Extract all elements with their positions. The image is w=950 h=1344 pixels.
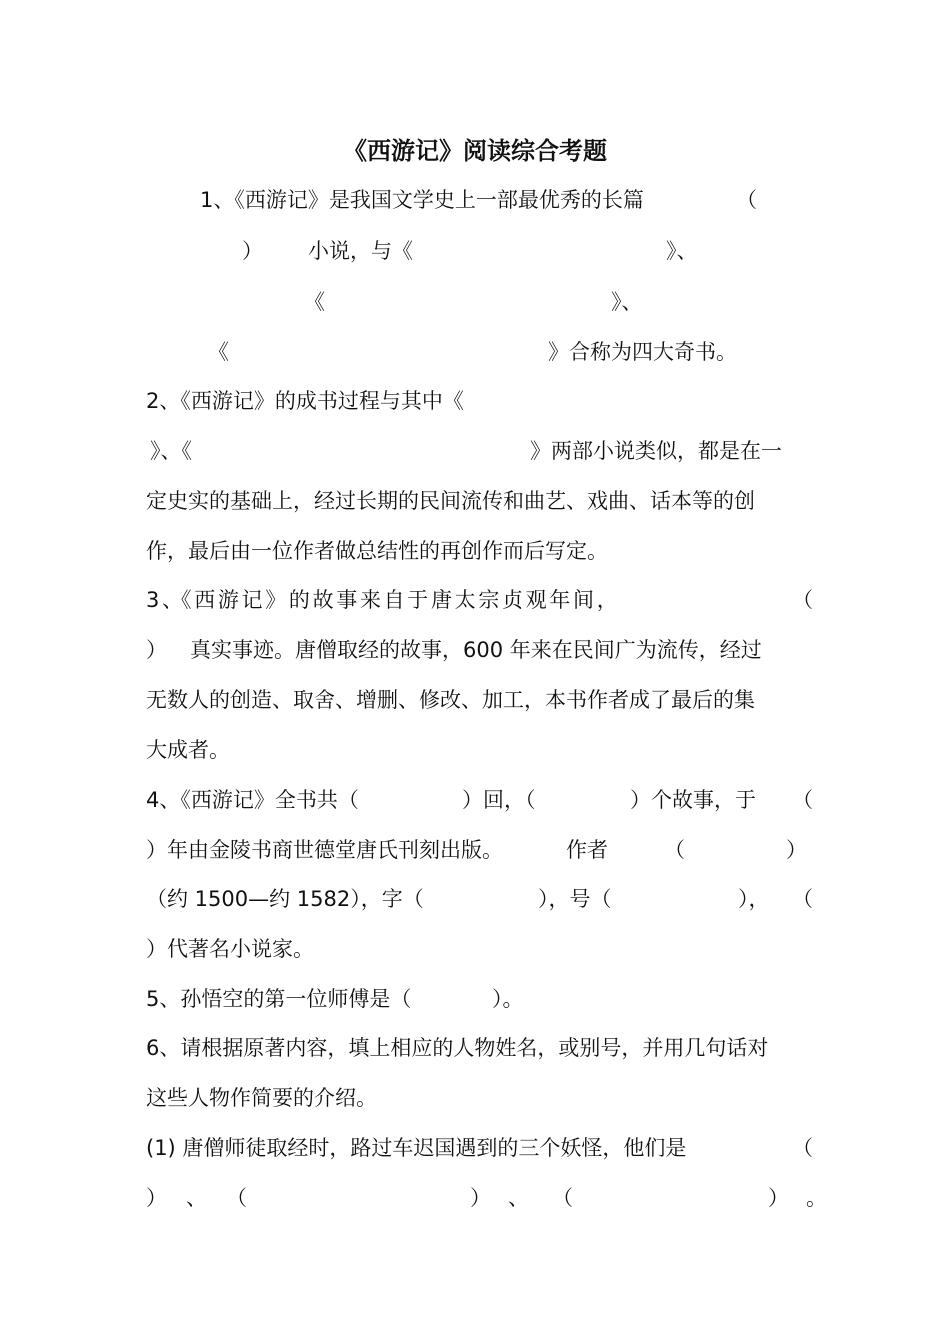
q5-line1-b: ）。 [492, 987, 524, 1011]
q1-book2-close: 》、 [666, 239, 698, 263]
q3-line2: 真实事迹。唐僧取经的故事，600 年来在民间广为流传，经过 [190, 638, 762, 662]
q4-line1-a: 4、《西游记》全书共（ [146, 788, 359, 812]
q4-line4: ）代著名小说家。 [146, 937, 314, 961]
q2-line2-b: 》两部小说类似，都是在一 [530, 439, 782, 463]
q1-book3-close: 》、 [611, 290, 643, 314]
q4-line1-b: ）回，（ [462, 788, 536, 812]
q4-line3-c: ）， [738, 887, 770, 911]
q4-line3-d: （ [792, 887, 813, 911]
q6-sub1-open2: （ [226, 1186, 247, 1210]
q5-line1-a: 5、孙悟空的第一位师傅是（ [146, 987, 412, 1011]
q2-line3: 定史实的基础上，经过长期的民间流传和曲艺、戏曲、话本等的创 [146, 489, 755, 513]
q6-line2: 这些人物作简要的介绍。 [146, 1086, 377, 1110]
q4-author-close: ） [786, 838, 807, 862]
q4-author-open: （ [664, 838, 685, 862]
q6-sub1-close3: ） [768, 1186, 789, 1210]
q3-line1: 3 、《 西 游 记 》 的 故 事 来 自 于 唐 太 宗 贞 观 年 间 ， [146, 588, 616, 612]
q6-sub1-sep1: 、 [186, 1186, 207, 1210]
q6-sub1-open: （ [792, 1136, 813, 1160]
q1-blank1-close: ） [242, 239, 263, 263]
q6-sub1-sep2: 、 [508, 1186, 529, 1210]
q1-line2: 小说，与《 [308, 239, 413, 263]
q2-line4: 作，最后由一位作者做总结性的再创作而后写定。 [146, 539, 608, 563]
q2-line1: 2、《西游记》的成书过程与其中《 [146, 389, 464, 413]
q1-blank1-open: （ [736, 188, 757, 212]
q4-line3-a: （约 1500—约 1582），字（ [146, 887, 424, 911]
page-title: 《西游记》阅读综合考题 [343, 137, 607, 165]
q1-line4: 》合称为四大奇书。 [548, 340, 737, 364]
q6-sub1-close2: ） [470, 1186, 491, 1210]
q1-book3-open: 《 [304, 290, 325, 314]
q3-blank-open: （ [792, 588, 813, 612]
q3-blank-close: ） [146, 638, 167, 662]
q3-line4: 大成者。 [146, 738, 230, 762]
q4-line1-c: ）个故事，于 [630, 788, 756, 812]
q4-line1-d: （ [792, 788, 813, 812]
q1-line1: 1、《西游记》是我国文学史上一部最优秀的长篇 [200, 188, 644, 212]
q6-sub1-close1: ） [146, 1186, 167, 1210]
q6-sub1-line1: (1) 唐僧师徒取经时，路过车迟国遇到的三个妖怪，他们是 [146, 1136, 687, 1160]
q4-line2-a: ）年由金陵书商世德堂唐氏刊刻出版。 [146, 838, 503, 862]
q4-line3-b: ），号（ [538, 887, 612, 911]
q4-author-label: 作者 [566, 838, 608, 862]
q6-sub1-open3: （ [552, 1186, 573, 1210]
q3-line3: 无数人的创造、取舍、增删、修改、加工，本书作者成了最后的集 [146, 688, 755, 712]
q6-sub1-end: 。 [806, 1186, 827, 1210]
q1-book4-open: 《 [208, 340, 229, 364]
q6-line1: 6、请根据原著内容，填上相应的人物姓名，或别号，并用几句话对 [146, 1036, 769, 1060]
q2-line2-a: 》、《 [150, 439, 192, 463]
